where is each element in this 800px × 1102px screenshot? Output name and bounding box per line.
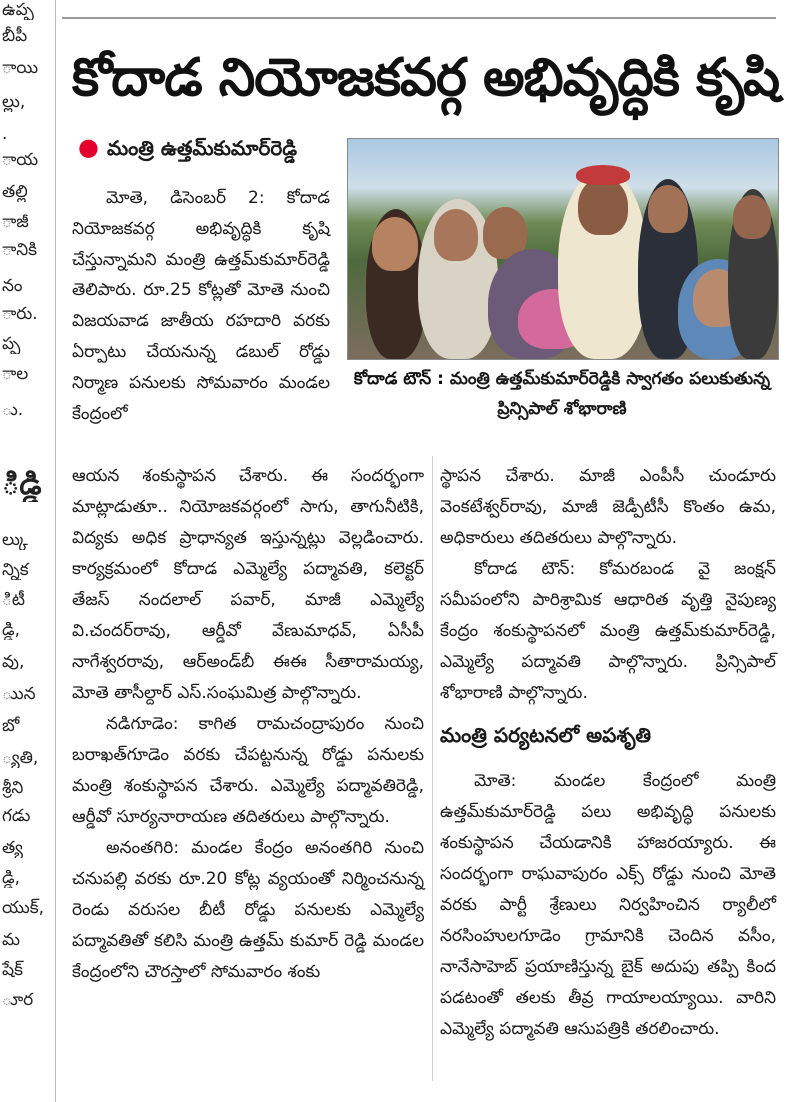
adjacent-column-text: ల్కు	[2, 530, 28, 550]
adjacent-column-text: తల్లి	[2, 182, 28, 202]
article-byline	[78, 132, 297, 162]
adjacent-column-text: నం	[2, 276, 23, 296]
photo-caption	[347, 364, 777, 424]
adjacent-column-text: ప్ప	[2, 334, 21, 354]
adjacent-column-text: శ్రీని	[2, 778, 24, 798]
article-headline: కోదాడ నియోజకవర్గ అభివృద్ధికి కృషి	[72, 48, 780, 108]
adjacent-column-text: ాజీ	[2, 212, 29, 232]
body-paragraph: అనంతగిరి: మండల కేంద్రం అనంతగిరి నుంచి చనుపల్లి వరకు రూ.20 కోట్ల వ్యయంతో నిర్మించనున్న రెండు వరుసల బీటీ రోడ్డు పనులకు ఎమ్మెల్యే పద్మావతితో కలిసి మంత్రి ఉత్తమ్‌ కుమార్‌ రెడ్డి మండల కేంద్రంలోని చౌరస్తాలో సోమవారం శంకు	[72, 838, 424, 982]
photo-caption-text: మంత్రి ఉత్తమ్‌కుమార్‌రెడ్డికి స్వాగతం పలుకుతున్న ప్రిన్సిపాల్‌ శోభారాణి	[449, 369, 771, 419]
adjacent-column-text: బీపీ	[2, 26, 28, 46]
adjacent-column-text: షేక్	[2, 960, 23, 980]
article-photo	[347, 138, 779, 360]
adjacent-column-text: ిడ్డి	[2, 468, 42, 502]
adjacent-column-text: న్నిక	[2, 560, 29, 580]
adjacent-column-text: ు.	[2, 400, 24, 420]
article-body-top	[72, 183, 330, 429]
photo-caption-lead: కోదాడ టౌన్‌ :	[353, 369, 444, 389]
adjacent-column-text: మ	[2, 930, 20, 950]
column-divider	[432, 456, 433, 1081]
adjacent-column-text: డ్డి,	[2, 620, 20, 640]
adjacent-column-text: బో	[2, 716, 20, 736]
adjacent-column-text: ఉప్ప	[2, 0, 34, 20]
body-paragraph: కోదాడ టౌన్‌: కోమరబండ వై జంక్షన్‌ సమీపంలోని పారిశ్రామిక ఆధారిత వృత్తి నైపుణ్య కేంద్రం శంకుస్థాపనలో మంత్రి ఉత్తమ్‌కుమార్‌రెడ్డి, ఎమ్మెల్యే పద్మావతి పాల్గొన్నారు. ప్రిన్సిపాల్‌ శోభారాణి పాల్గొన్నారు.	[440, 559, 776, 703]
body-paragraph: ఆయన శంకుస్థాపన చేశారు. ఈ సందర్భంగా మాట్లాడుతూ.. నియోజకవర్గంలో సాగు, తాగునీటికి, విద్యకు అధిక ప్రాధాన్యత ఇస్తున్నట్లు వెల్లడించారు. కార్యక్రమంలో కోదాడ ఎమ్మెల్యే పద్మావతి, కలెక్టర్‌ తేజస్‌ నందలాల్‌ పవార్‌, మాజీ ఎమ్మెల్యే వి.చందర్‌రావు, ఆర్డీవో వేణుమాధవ్‌, ఏసీపీ నాగేశ్వరరావు, ఆర్‌అండ్‌బీ ఈఈ సీతారామయ్య, మోతె తాసీల్దార్‌ ఎస్‌.సంఘమిత్ర పాల్గొన్నారు.	[72, 466, 424, 703]
adjacent-column-text: ాల	[2, 364, 29, 384]
adjacent-column-text: ిటీ	[2, 590, 25, 610]
adjacent-column-text: త్య	[2, 838, 23, 858]
adjacent-column-text: ూర	[2, 990, 34, 1010]
adjacent-column-text: ారు.	[2, 304, 38, 324]
body-paragraph: మోతె, డిసెంబర్‌ 2: కోదాడ నియోజకవర్గ అభివృద్ధికి కృషి చేస్తున్నామని మంత్రి ఉత్తమ్‌కుమార్‌రెడ్డి తెలిపారు. రూ.25 కోట్లతో మోతె నుంచి విజయవాడ జాతీయ రహదారి వరకు ఏర్పాటు చేయనున్న డబుల్‌ రోడ్డు నిర్మాణ పనులకు సోమవారం మండల కేంద్రంలో	[72, 188, 330, 424]
adjacent-column-text: .	[2, 124, 8, 144]
article-body-left-column	[72, 461, 424, 988]
adjacent-column-text: ల్లు,	[2, 92, 26, 112]
top-rule	[62, 17, 776, 19]
adjacent-column-text: ాయ	[2, 150, 39, 170]
article-body-right-column	[440, 461, 776, 709]
body-paragraph: మోతె: మండల కేంద్రంలో మంత్రి ఉత్తమ్‌కుమార్‌రెడ్డి పలు అభివృద్ధి పనులకు శంకుస్థాపన చేయడానికి హాజరయ్యారు. ఈ సందర్భంగా రాఘవాపురం ఎక్స్‌ రోడ్డు నుంచి మోతె వరకు పార్టీ శ్రేణులు నిర్వహించిన ర్యాలీలో నరసింహులగూడెం గ్రామానికి చెందిన వసీం, నానేసాహెబ్‌ ప్రయాణిస్తున్న బైక్‌ అదుపు తప్పి కింద పడటంతో తలకు తీవ్ర గాయాలయ్యాయి. వారిని ఎమ్మెల్యే పద్మావతి ఆసుపత్రికి తరలించారు.	[440, 771, 776, 1039]
adjacent-column-text: గడు	[2, 806, 31, 826]
sub-headline: మంత్రి పర్యటనలో అపశృతి	[440, 723, 652, 747]
column-divider	[55, 0, 56, 1102]
byline-text: మంత్రి ఉత్తమ్‌కుమార్‌రెడ్డి	[106, 136, 297, 160]
adjacent-column-text: ుున	[2, 684, 36, 704]
adjacent-column-text: ాయి	[2, 58, 39, 78]
bullet-icon: ●	[78, 133, 99, 161]
adjacent-column-text: డ్డి,	[2, 868, 20, 888]
body-paragraph: నడిగూడెం: కాగిత రామచంద్రాపురం నుంచి బరాఖత్‌గూడెం వరకు చేపట్టనున్న రోడ్డు పనులకు మంత్రి శంకుస్థాపన చేశారు. ఎమ్మెల్యే పద్మావతిరెడ్డి, ఆర్డీవో సూర్యనారాయణ తదితరులు పాల్గొన్నారు.	[72, 714, 424, 827]
adjacent-column-fragment	[0, 0, 46, 1102]
adjacent-column-text: వు,	[2, 652, 25, 672]
article-body-right-column-lower	[440, 766, 776, 1045]
adjacent-column-text: యుక్,	[2, 898, 45, 918]
body-paragraph: స్థాపన చేశారు. మాజీ ఎంపీసీ చుండూరు వెంకటేశ్వర్‌రావు, మాజీ జెడ్పీటీసీ కొంతం ఉమ, అధికారులు తదితరులు పాల్గొన్నారు.	[440, 466, 776, 548]
adjacent-column-text: ానికి	[2, 240, 38, 260]
adjacent-column-text: ్యతి,	[2, 748, 39, 768]
